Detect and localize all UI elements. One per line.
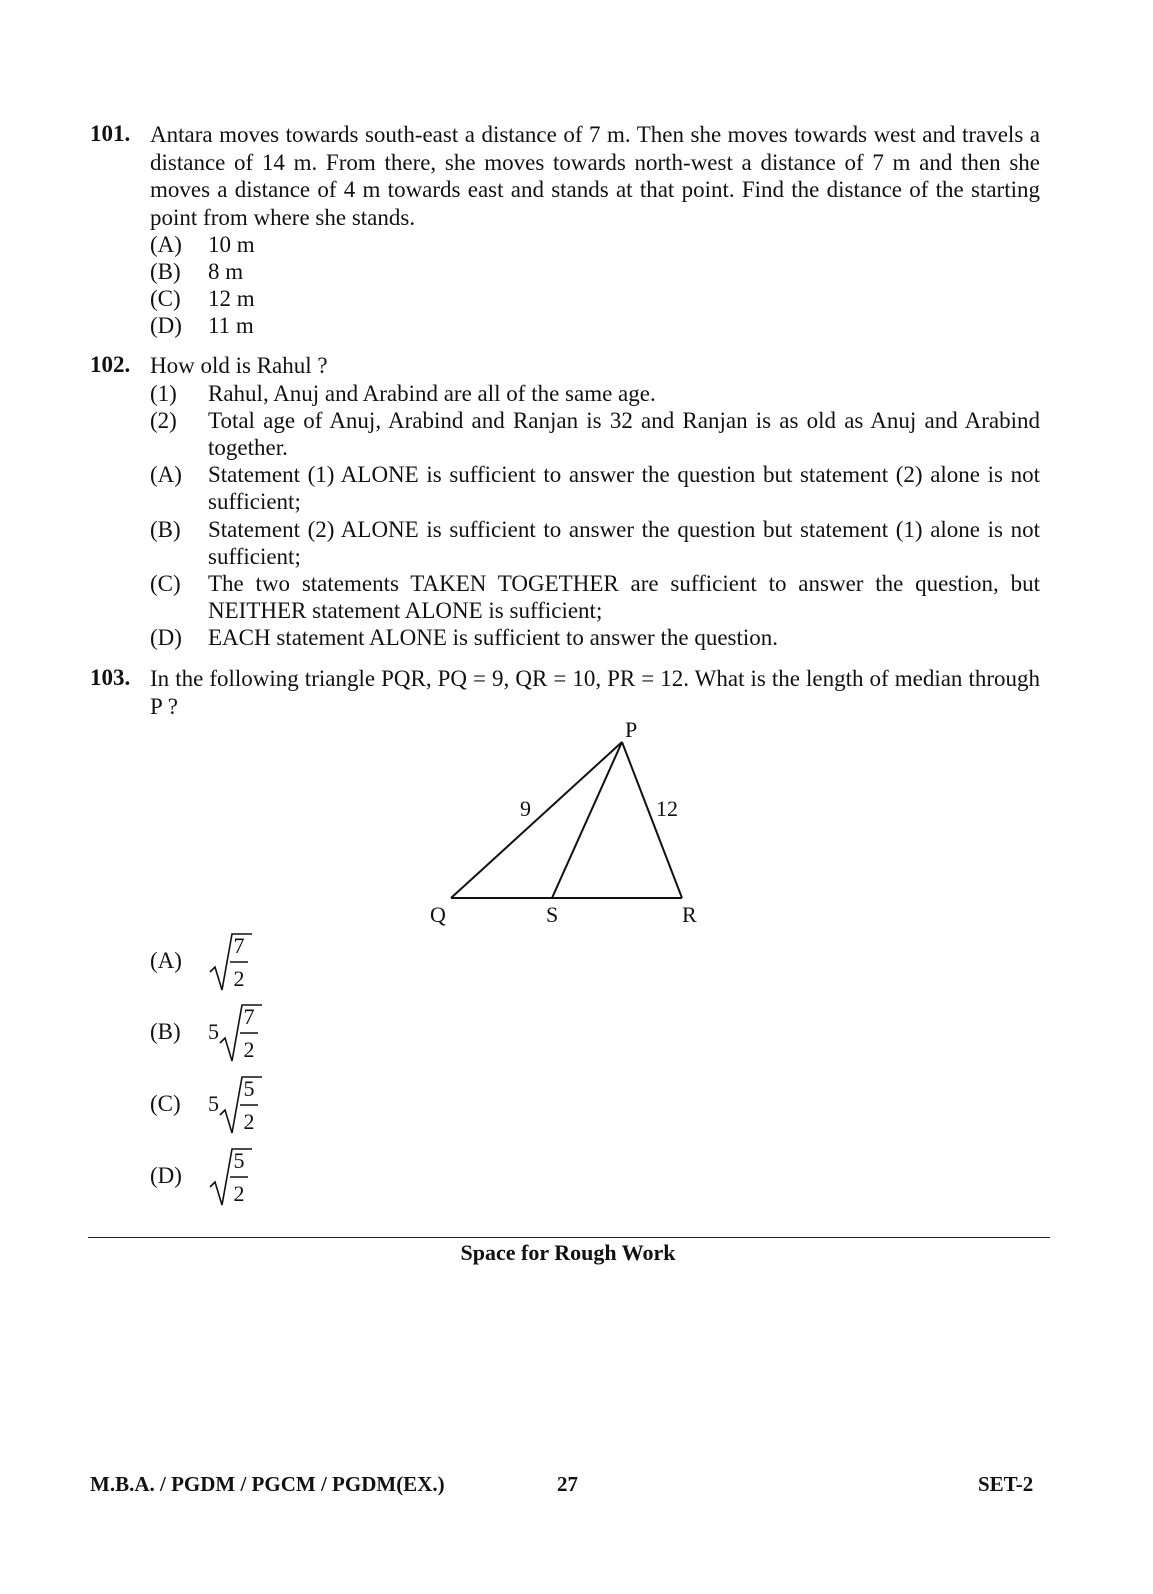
statement-text: Total age of Anuj, Arabind and Ranjan is 32 and Ranjan is as old as Anuj and Arabind together. <box>208 408 1040 461</box>
option-label: (B) <box>150 259 181 284</box>
vertex-q-label: Q <box>430 902 446 927</box>
option-label: (A) <box>150 462 182 487</box>
q103-number: 103. <box>90 665 131 690</box>
fraction-numerator: 5 <box>233 1148 245 1173</box>
q101-text: Antara moves towards south-east a distance of 7 m. Then she moves towards west and travels a distance of 14 m. From there, she moves towards north-west a distance of 7 m and then she moves a distance of 4 m towards east and stands at that point. Find the distance of the starting point from where she stands. <box>150 122 1040 230</box>
point-s-label: S <box>546 902 559 927</box>
footer-course: M.B.A. / PGDM / PGCM / PGDM(EX.) <box>90 1472 445 1496</box>
option-label: (C) <box>150 1091 181 1116</box>
coefficient: 5 <box>208 1091 219 1116</box>
side-pq-length: 9 <box>520 796 531 821</box>
q103-option-a <box>150 930 290 994</box>
vertex-r-label: R <box>682 902 697 927</box>
fraction-denominator: 2 <box>243 1037 255 1062</box>
option-text: 8 m <box>208 259 244 284</box>
option-text: 11 m <box>208 313 254 338</box>
footer-set: SET-2 <box>978 1472 1034 1496</box>
option-label: (C) <box>150 286 181 311</box>
statement-label: (2) <box>150 408 177 433</box>
fraction-denominator: 2 <box>233 1181 245 1206</box>
option-text: 12 m <box>208 286 255 311</box>
rough-work-divider <box>88 1237 1050 1238</box>
option-label: (D) <box>150 625 182 650</box>
option-label: (B) <box>150 1019 181 1044</box>
q103-text: In the following triangle PQR, PQ = 9, QR = 10, PR = 12. What is the length of median through P ? <box>150 666 1040 719</box>
q103-option-c <box>150 1073 300 1137</box>
option-label: (D) <box>150 1163 182 1188</box>
fraction-numerator: 7 <box>243 1004 255 1029</box>
option-label: (A) <box>150 232 182 257</box>
option-label: (D) <box>150 313 182 338</box>
fraction-denominator: 2 <box>233 966 245 991</box>
fraction-numerator: 7 <box>233 933 245 958</box>
side-pq <box>451 742 622 898</box>
fraction-denominator: 2 <box>243 1109 255 1134</box>
option-label: (A) <box>150 948 182 973</box>
option-text: EACH statement ALONE is sufficient to answer the question. <box>208 625 779 650</box>
option-label: (B) <box>150 517 181 542</box>
rough-work-heading: Space for Rough Work <box>460 1240 676 1265</box>
option-expression <box>208 930 258 994</box>
option-expression <box>208 1073 268 1137</box>
option-text: Statement (1) ALONE is sufficient to answer the question but statement (2) alone is not sufficient; <box>208 462 1040 515</box>
q102-text: How old is Rahul ? <box>150 353 328 378</box>
side-pr-length: 12 <box>656 796 678 821</box>
vertex-p-label: P <box>625 717 638 742</box>
q103-option-b <box>150 1001 300 1065</box>
median-ps <box>552 742 622 898</box>
q103-option-d <box>150 1145 290 1209</box>
coefficient: 5 <box>208 1019 219 1044</box>
option-text: 10 m <box>208 232 255 257</box>
q102-number: 102. <box>90 352 131 377</box>
option-text: The two statements TAKEN TOGETHER are sufficient to answer the question, but NEITHER statement ALONE is sufficient; <box>208 571 1040 624</box>
option-expression <box>208 1001 268 1065</box>
option-label: (C) <box>150 571 181 596</box>
option-expression <box>208 1145 258 1209</box>
statement-text: Rahul, Anuj and Arabind are all of the same age. <box>208 381 656 406</box>
fraction-numerator: 5 <box>243 1076 255 1101</box>
option-text: Statement (2) ALONE is sufficient to answer the question but statement (1) alone is not sufficient; <box>208 517 1040 570</box>
footer-page-number: 27 <box>557 1472 578 1496</box>
statement-label: (1) <box>150 381 177 406</box>
q101-number: 101. <box>90 121 131 146</box>
